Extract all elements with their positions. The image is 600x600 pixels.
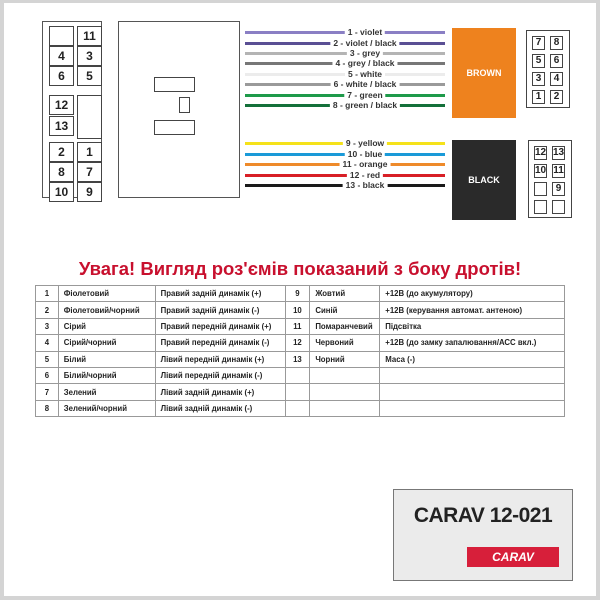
table-cell: Правий задній динамік (-) xyxy=(155,302,285,318)
table-cell: Лівий задній динамік (+) xyxy=(155,384,285,400)
wire xyxy=(245,52,445,55)
table-cell: 10 xyxy=(285,302,310,318)
wire-label: 3 - grey xyxy=(347,48,383,58)
table-cell: 6 xyxy=(36,367,59,383)
table-row xyxy=(36,367,565,383)
pin: 12 xyxy=(49,95,74,115)
pin: 2 xyxy=(550,90,563,104)
brown-connector-pinout xyxy=(526,30,570,108)
table-cell: Зелений/чорний xyxy=(58,400,155,416)
table-cell: +12В (керування автомат. антеною) xyxy=(380,302,565,318)
pin: 5 xyxy=(532,54,545,68)
table-cell: Помаранчевий xyxy=(310,318,380,334)
table-cell: +12В (до замку запалювання/АСС вкл.) xyxy=(380,335,565,351)
pin: 1 xyxy=(532,90,545,104)
table-cell: Чорний xyxy=(310,351,380,367)
pin: 3 xyxy=(532,72,545,86)
table-cell: 7 xyxy=(36,384,59,400)
warning-title: Увага! Вигляд роз'ємів показаний з боку дротів! xyxy=(78,258,522,279)
table-row xyxy=(36,351,565,367)
table-cell xyxy=(310,400,380,416)
slot xyxy=(179,97,190,113)
table-row xyxy=(36,400,565,416)
pin: 7 xyxy=(532,36,545,50)
wire-table xyxy=(35,285,565,417)
wire-label: 6 - white / black xyxy=(331,79,400,89)
table-cell xyxy=(380,367,565,383)
wire xyxy=(245,174,445,177)
wire-label: 10 - blue xyxy=(345,149,385,159)
pin: 12 xyxy=(535,147,547,158)
pin: 9 xyxy=(552,182,565,196)
pin: 13 xyxy=(553,147,565,158)
table-cell: Підсвітка xyxy=(380,318,565,334)
wire-label: 7 - green xyxy=(344,90,385,100)
pin: 10 xyxy=(535,165,547,176)
connector-side-view xyxy=(118,21,240,198)
product-box xyxy=(393,489,573,581)
pin: 8 xyxy=(49,162,74,182)
wire-label: 13 - black xyxy=(343,180,388,190)
pin: 11 xyxy=(553,165,564,176)
pin xyxy=(534,200,547,214)
table-cell: Правий передній динамік (+) xyxy=(155,318,285,334)
wire-label: 9 - yellow xyxy=(343,138,387,148)
table-cell: Фіолетовий xyxy=(58,286,155,302)
table-cell: Зелений xyxy=(58,384,155,400)
pin xyxy=(534,182,547,196)
table-cell xyxy=(380,400,565,416)
table-row xyxy=(36,318,565,334)
table-row xyxy=(36,286,565,302)
table-cell: 3 xyxy=(36,318,59,334)
table-cell: Білий xyxy=(58,351,155,367)
table-cell xyxy=(310,367,380,383)
pin: 7 xyxy=(77,162,102,182)
pin: 4 xyxy=(49,46,74,66)
black-connector-block xyxy=(452,140,516,220)
wire-label: 2 - violet / black xyxy=(330,38,399,48)
table-cell: Білий/чорний xyxy=(58,367,155,383)
wire-label: 12 - red xyxy=(347,170,383,180)
table-cell: Жовтий xyxy=(310,286,380,302)
wire-label: 11 - orange xyxy=(340,159,391,169)
wire-label: 8 - green / black xyxy=(330,100,400,110)
pin: 6 xyxy=(49,66,74,86)
table-cell: Сірий/чорний xyxy=(58,335,155,351)
wire-label: 1 - violet xyxy=(345,27,385,37)
pin: 5 xyxy=(77,66,102,86)
table-cell: 9 xyxy=(285,286,310,302)
table-row xyxy=(36,335,565,351)
black-label: BLACK xyxy=(468,175,500,185)
table-cell: 4 xyxy=(36,335,59,351)
pin xyxy=(49,26,74,46)
table-cell: 1 xyxy=(36,286,59,302)
table-cell: Червоний xyxy=(310,335,380,351)
pin: 11 xyxy=(77,26,102,46)
table-cell: 2 xyxy=(36,302,59,318)
pin: 9 xyxy=(77,182,102,202)
table-cell: Синій xyxy=(310,302,380,318)
pin-slot xyxy=(77,95,102,139)
brown-connector-block xyxy=(452,28,516,118)
slot xyxy=(154,120,195,135)
table-cell: 13 xyxy=(285,351,310,367)
black-connector-pinout xyxy=(528,140,572,218)
table-cell: Лівий передній динамік (-) xyxy=(155,367,285,383)
carav-logo: CARAV xyxy=(467,547,559,567)
wire-label: 5 - white xyxy=(345,69,385,79)
pin: 13 xyxy=(49,116,74,136)
table-cell: Лівий передній динамік (+) xyxy=(155,351,285,367)
pin: 2 xyxy=(49,142,74,162)
table-cell: 11 xyxy=(285,318,310,334)
table-row xyxy=(36,384,565,400)
brown-label: BROWN xyxy=(466,68,502,78)
product-model: CARAV 12-021 xyxy=(413,504,553,527)
table-cell: Сірий xyxy=(58,318,155,334)
table-cell: 8 xyxy=(36,400,59,416)
table-cell xyxy=(285,367,310,383)
slot xyxy=(154,77,195,92)
table-cell: 5 xyxy=(36,351,59,367)
table-cell: Фіолетовий/чорний xyxy=(58,302,155,318)
pin: 1 xyxy=(77,142,102,162)
pin: 10 xyxy=(49,182,74,202)
table-row xyxy=(36,302,565,318)
pin: 3 xyxy=(77,46,102,66)
table-cell: 12 xyxy=(285,335,310,351)
table-cell xyxy=(285,384,310,400)
table-cell: Маса (-) xyxy=(380,351,565,367)
table-cell: Лівий задній динамік (-) xyxy=(155,400,285,416)
table-cell xyxy=(310,384,380,400)
table-cell xyxy=(380,384,565,400)
table-cell: +12В (до акумулятору) xyxy=(380,286,565,302)
pin: 8 xyxy=(550,36,563,50)
iso-connector-diagram xyxy=(42,21,102,198)
pin: 4 xyxy=(550,72,563,86)
table-cell: Правий передній динамік (-) xyxy=(155,335,285,351)
pin xyxy=(552,200,565,214)
pin: 6 xyxy=(550,54,563,68)
wire-label: 4 - grey / black xyxy=(332,58,397,68)
table-cell xyxy=(285,400,310,416)
table-cell: Правий задній динамік (+) xyxy=(155,286,285,302)
